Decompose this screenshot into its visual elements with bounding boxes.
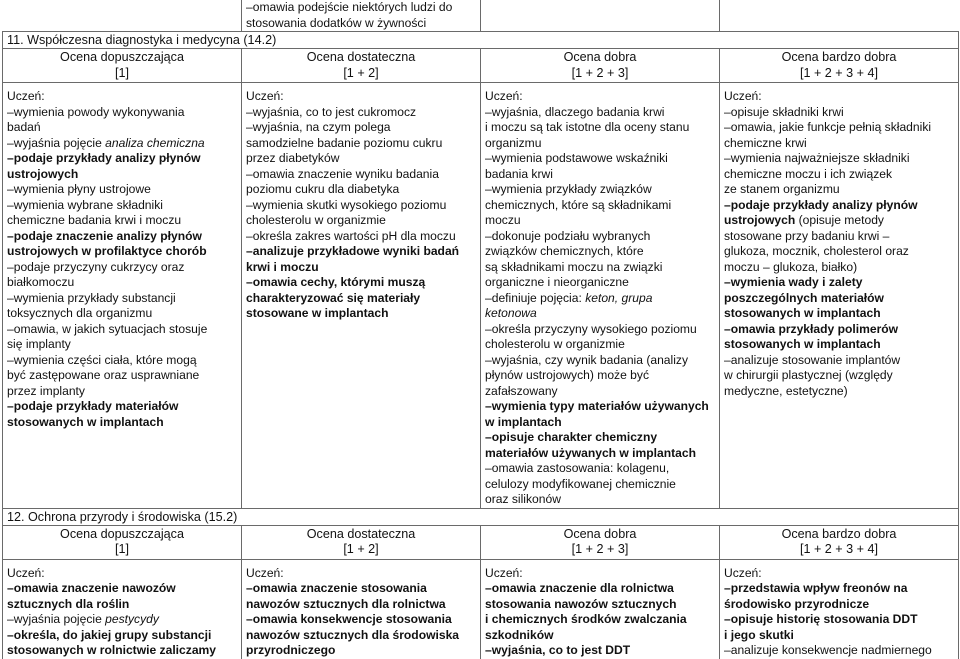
text-run: chemiczne krwi [724,135,807,150]
text-run: organiczne i nieorganiczne [485,275,629,289]
text-run: organizmu [485,135,542,150]
text-run: badania krwi [485,166,553,181]
cell-line [485,477,715,493]
cell-line [246,260,476,276]
cell-line [246,213,476,229]
text-run: i jego skutki [724,627,794,642]
text-run: się implanty [7,337,71,351]
grade-name: Ocena dostateczna [306,526,416,541]
text-run: analiza chemiczna [105,135,205,150]
cell-line [7,612,237,628]
cell-line [485,151,715,167]
cell-line [246,597,476,613]
text-run: krwi i moczu [246,259,319,274]
cell-line [724,384,954,400]
text-run: stosowanych w implantach [724,306,881,320]
text-run: w chirurgii plastycznej (względy [724,368,893,382]
text-run: (opisuje metody [795,213,884,227]
text-run: chemiczne badania krwi i moczu [7,213,182,227]
text-run: Uczeń: [7,565,45,580]
cell-line [485,446,715,462]
cell-line [724,597,954,613]
cell-line [724,368,954,384]
text-run: –omawia znaczenie dla rolnictwa [485,581,674,595]
cell-line [485,198,715,214]
text-run: być zastępowane oraz usprawniane [7,368,200,382]
text-run: –wymienia przykłady związków [485,182,652,196]
grade-name: Ocena dopuszczająca [60,526,184,541]
text-run: –podaje przykłady analizy płynów [7,151,201,165]
cell-line [724,229,954,245]
text-run: –podaje znaczenie analizy płynów [7,228,202,243]
cell-line [246,16,476,32]
cell-line [7,322,237,338]
text-run: są składnikami moczu na związki [485,259,663,274]
text-run: –wymienia części ciała, które mogą [7,352,197,367]
cell-line [7,597,237,613]
text-run: –analizuje konsekwencje nadmiernego [724,643,932,657]
cell-line [7,198,237,214]
cell-line [7,399,237,415]
text-run: –wyjaśnia, czy wynik badania (analizy [485,352,689,367]
text-run: Uczeń: [246,565,284,580]
cell-line [7,353,237,369]
text-run: badań [7,120,41,134]
requirements-row [3,83,959,509]
cell-line [246,244,476,260]
cell-line [7,628,237,644]
cell-line [246,89,476,105]
cell-line [485,275,715,291]
grade-header [3,49,242,83]
cell-line [485,213,715,229]
text-run: –wyjaśnia, co to jest DDT [485,643,631,657]
requirements-cell [3,83,242,509]
text-run: oraz silikonów [485,492,561,506]
text-run: płynów ustrojowych) może być [485,368,649,382]
grade-formula: [1 + 2 + 3 + 4] [799,542,879,556]
text-run: –opisuje historię stosowania DDT [724,612,918,626]
cell-line [724,322,954,338]
cell-line [485,306,715,322]
cell-line [246,229,476,245]
grade-formula: [1] [114,65,129,80]
cell-line [246,120,476,136]
text-run: –omawia znaczenie stosowania [246,581,427,595]
carry-over-empty-cell [720,0,959,32]
text-run: –omawia konsekwencje stosowania [246,612,452,626]
cell-line [485,167,715,183]
text-run: Uczeń: [485,89,523,103]
text-run: nawozów sztucznych dla środowiska [246,627,460,642]
requirements-cell [3,559,242,659]
requirements-table [2,0,959,659]
text-run: zafałszowany [485,383,558,398]
text-run: –omawia cechy, którymi muszą [246,275,426,289]
cell-line [7,167,237,183]
cell-line [246,275,476,291]
cell-line [7,182,237,198]
cell-line [485,612,715,628]
cell-line [724,337,954,353]
text-run: –wymienia płyny ustrojowe [7,182,151,196]
grade-formula: [1 + 2] [343,65,379,80]
text-run: stosowania nawozów sztucznych [485,596,677,611]
cell-line [246,566,476,582]
grade-header [720,525,959,559]
cell-line [246,291,476,307]
cell-line [485,384,715,400]
text-run: moczu – glukoza, białko) [724,259,858,274]
cell-line [7,566,237,582]
text-run: –wymienia typy materiałów używanych [485,399,709,413]
cell-line [485,136,715,152]
carry-over-empty-cell [3,0,242,32]
cell-line [724,105,954,121]
grade-name: Ocena dostateczna [306,50,416,64]
cell-line [724,182,954,198]
cell-line [724,244,954,260]
cell-line [724,275,954,291]
cell-line [485,120,715,136]
text-run: moczu [485,213,521,227]
text-run: i chemicznych środków zwalczania [485,612,687,626]
text-run: –wymienia przykłady substancji [7,290,176,305]
carry-over-row [3,0,959,32]
cell-line [485,105,715,121]
text-run: stosowane przy badaniu krwi – [724,228,890,243]
text-run: i moczu są tak istotne dla oceny stanu [485,120,690,134]
cell-line [724,581,954,597]
text-run: –opisuje charakter chemiczny [485,430,658,444]
grade-formula: [1 + 2 + 3 + 4] [799,65,879,80]
text-run: –wymienia powody wykonywania [7,104,185,119]
grade-header [720,49,959,83]
cell-line [7,120,237,136]
cell-line [7,291,237,307]
requirements-cell [242,559,481,659]
cell-line [485,461,715,477]
cell-line [7,581,237,597]
text-run: –omawia, jakie funkcje pełnią składniki [724,120,932,134]
cell-line [7,275,237,291]
text-run: –wyjaśnia, dlaczego badania krwi [485,104,665,119]
text-run: ze stanem organizmu [724,182,840,196]
cell-line [485,597,715,613]
text-run: –wyjaśnia pojęcie [7,612,106,626]
text-run: Uczeń: [7,89,45,103]
text-run: Uczeń: [485,565,523,580]
cell-line [724,213,954,229]
text-run: –wymienia skutki wysokiego poziomu [246,197,447,212]
grade-name: Ocena dopuszczająca [60,50,184,64]
section-title: 11. Współczesna diagnostyka i medycyna (14.2) [3,32,959,49]
cell-line [724,612,954,628]
grading-document [2,0,958,659]
text-run: –podaje przykłady analizy płynów [724,197,918,212]
text-run: ustrojowych [7,166,79,181]
text-run: pestycydy [105,612,159,626]
text-run: stosowanych w implantach [7,414,164,429]
text-run: stosowane w implantach [246,306,389,320]
cell-line [724,628,954,644]
cell-line [724,260,954,276]
cell-line [485,337,715,353]
cell-line [485,430,715,446]
text-run: –dokonuje podziału wybranych [485,228,651,243]
cell-line [724,136,954,152]
section-title: 12. Ochrona przyrody i środowiska (15.2) [3,508,959,525]
text-run: poziomu cukru dla diabetyka [246,182,400,196]
cell-line [724,198,954,214]
text-run: stosowania dodatków w żywności [246,15,427,30]
cell-line [724,566,954,582]
cell-line [485,566,715,582]
text-run: –omawia podejście niektórych ludzi do [246,0,453,14]
cell-line [7,105,237,121]
cell-line [485,229,715,245]
cell-line [485,628,715,644]
text-run: stosowanych w rolnictwie zaliczamy [7,643,217,657]
text-run: szkodników [485,627,554,642]
cell-line [7,368,237,384]
text-run: toksycznych dla organizmu [7,306,153,320]
cell-line [246,182,476,198]
text-run: ustrojowych w profilaktyce chorób [7,244,207,258]
cell-line [724,120,954,136]
cell-line [485,492,715,508]
text-run: charakteryzować się materiały [246,290,421,305]
text-run: –omawia znaczenie nawozów [7,581,176,595]
text-run: przyrodniczego [246,643,336,657]
grade-formula: [1 + 2] [343,542,379,556]
cell-line [485,322,715,338]
cell-line [246,167,476,183]
cell-line [485,89,715,105]
cell-line [7,136,237,152]
text-run: środowisko przyrodnicze [724,596,870,611]
cell-line [7,415,237,431]
text-run: chemicznych, które są składnikami [485,197,672,212]
cell-line [246,136,476,152]
grade-header [481,525,720,559]
text-run: –opisuje składniki krwi [724,104,844,119]
requirements-cell [720,559,959,659]
cell-line [724,167,954,183]
text-run: –podaje przyczyny cukrzycy oraz [7,259,185,274]
text-run: Uczeń: [724,89,762,103]
text-run: celulozy modyfikowanej chemicznie [485,476,676,491]
text-run: –analizuje stosowanie implantów [724,352,901,367]
requirements-cell [481,83,720,509]
cell-line [7,306,237,322]
text-run: cholesterolu w organizmie [485,337,625,351]
cell-line [485,182,715,198]
text-run: –wyjaśnia pojęcie [7,135,106,150]
grade-header-row [3,49,959,83]
cell-line [246,628,476,644]
grade-name: Ocena bardzo dobra [781,50,897,64]
cell-line [485,353,715,369]
cell-line [485,260,715,276]
cell-line [246,151,476,167]
text-run: nawozów sztucznych dla rolnictwa [246,596,446,611]
text-run: –analizuje przykładowe wyniki badań [246,244,460,258]
cell-line [485,399,715,415]
cell-line [246,198,476,214]
text-run: –omawia znaczenie wyniku badania [246,166,439,181]
grade-name: Ocena dobra [563,526,637,541]
text-run: przez diabetyków [246,151,340,165]
grade-header [3,525,242,559]
grade-formula: [1 + 2 + 3] [571,65,629,80]
text-run: –wyjaśnia, na czym polega [246,120,391,134]
text-run: keton, grupa [585,290,653,305]
text-run: medyczne, estetyczne) [724,383,848,398]
text-run: –wymienia podstawowe wskaźniki [485,151,668,165]
requirements-cell [481,559,720,659]
text-run: chemiczne moczu i ich związek [724,166,893,181]
text-run: poszczególnych materiałów [724,290,884,305]
cell-line [7,151,237,167]
requirements-cell [720,83,959,509]
text-run: ketonowa [485,306,537,320]
section-title-row [3,32,959,49]
text-run: –przedstawia wpływ freonów na [724,581,908,595]
grade-name: Ocena dobra [563,50,637,64]
cell-line [724,89,954,105]
text-run: –określa przyczyny wysokiego poziomu [485,321,697,336]
cell-line [246,306,476,322]
text-run: –wymienia najważniejsze składniki [724,151,910,165]
grade-header [242,525,481,559]
text-run: –podaje przykłady materiałów [7,399,179,413]
cell-line [7,337,237,353]
carry-over-empty-cell [481,0,720,32]
cell-line [246,105,476,121]
grade-header [481,49,720,83]
text-run: związków chemicznych, które [485,244,644,258]
text-run: w implantach [485,414,562,429]
text-run: –wymienia wady i zalety [724,275,863,289]
text-run: stosowanych w implantach [724,337,881,351]
grade-name: Ocena bardzo dobra [781,526,897,541]
cell-line [724,151,954,167]
grade-formula: [1 + 2 + 3] [571,542,629,556]
grade-header-row [3,525,959,559]
cell-line [724,291,954,307]
text-run: –omawia przykłady polimerów [724,321,899,336]
section-title-row [3,508,959,525]
carry-over-cell [242,0,481,32]
text-run: materiałów używanych w implantach [485,445,697,460]
cell-line [485,415,715,431]
cell-line [724,353,954,369]
cell-line [724,306,954,322]
text-run: –określa, do jakiej grupy substancji [7,627,212,642]
text-run: cholesterolu w organizmie [246,213,386,227]
text-run: białkomoczu [7,275,75,289]
text-run: –wyjaśnia, co to jest cukromocz [246,104,417,119]
text-run: Uczeń: [724,565,762,580]
requirements-cell [242,83,481,509]
cell-line [7,260,237,276]
text-run: glukoza, mocznik, cholesterol oraz [724,244,909,258]
text-run: Uczeń: [246,89,284,103]
text-run: –wymienia wybrane składniki [7,197,163,212]
cell-line [485,581,715,597]
cell-line [485,291,715,307]
text-run: –omawia zastosowania: kolagenu, [485,461,670,475]
cell-line [246,0,476,16]
cell-line [485,368,715,384]
cell-line [246,612,476,628]
text-run: –omawia, w jakich sytuacjach stosuje [7,321,208,336]
text-run: –definiuje pojęcia: [485,290,586,305]
cell-line [7,384,237,400]
grade-header [242,49,481,83]
cell-line [485,244,715,260]
requirements-row [3,559,959,659]
cell-line [7,229,237,245]
cell-line [7,213,237,229]
text-run: ustrojowych [724,213,796,227]
text-run: samodzielne badanie poziomu cukru [246,135,443,150]
grade-formula: [1] [114,542,129,556]
text-run: –określa zakres wartości pH dla moczu [246,228,456,243]
cell-line [246,581,476,597]
text-run: przez implanty [7,383,85,398]
text-run: sztucznych dla roślin [7,596,130,611]
cell-line [7,244,237,260]
cell-line [7,89,237,105]
